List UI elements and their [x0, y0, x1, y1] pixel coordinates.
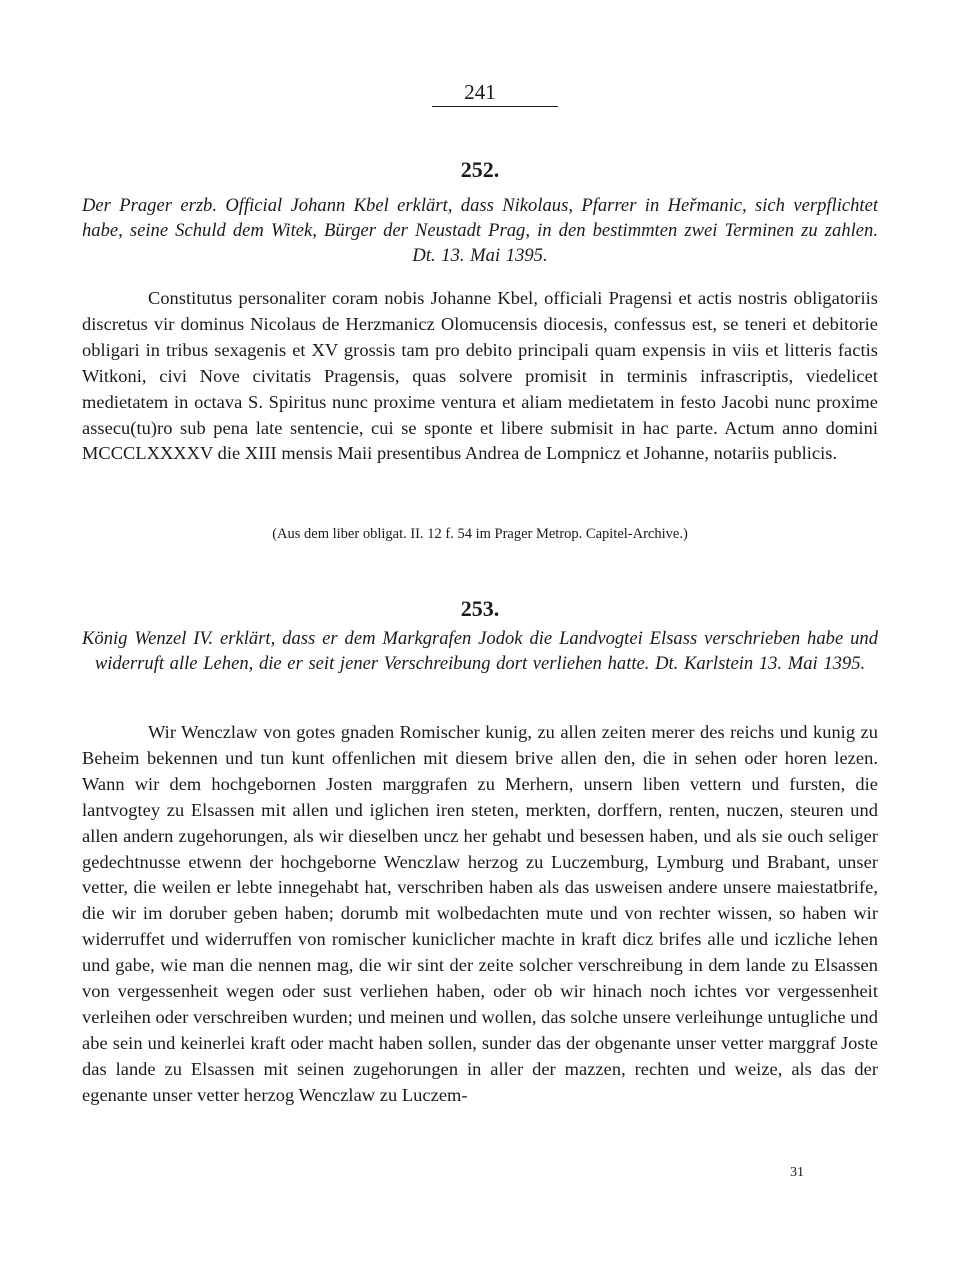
document-252-number: 252.	[460, 157, 500, 182]
page-number-rule	[432, 106, 558, 107]
page-number: 241	[464, 80, 496, 104]
document-253-text: Wir Wenczlaw von gotes gnaden Romischer kunig, zu allen zeiten merer des reichs und kunig zu Beheim bekennen und tun kunt offenlichen mit diesem brive allen den, die in sehen oder horen lezen. Wann wir dem hochgebornen Josten marggrafen zu Merhern, unsern liben vettern und fursten, die lantvogtey zu Elsassen mit allen und iglichen iren steten, merkten, dorffern, renten, nuczen, steuren und allen andern zugehorungen, als wir dieselben uncz her gehabt und besessen haben, und als sie ouch seliger gedechtnusse etwenn der hochgeborne Wenczlaw herzog zu Luczemburg, Lymburg und Brabant, unser vetter, die weilen er lebte innegehabt hat, verschriben haben als das usweisen andere unsere maiestatbrife, die wir im doruber geben haben; dorumb mit wolbedachten mute und von rechter wissen, so haben wir widerruffet und widerruffen von romischer kuniclicher machte in kraft dicz brifes alle und iczliche lehen und gabe, wie man die nennen mag, die wir sint der zeite solcher verschreibung in dem lande zu Elsassen von vergessenheit wegen oder sust verliehen haben, oder ob wir hinach noch ichtes vor vergessenheit verleihen oder verschreiben wurden; und meinen und wollen, das solche unsere verleihunge untugliche und abe sein und keinerlei kraft oder macht haben sollen, sunder das der obgenante unser vetter marggraf Joste das lande zu Elsassen mit seinen zugehorungen in aller der mazzen, rechten und weize, als das der egenante unser vetter herzog Wenczlaw zu Luczem-	[82, 722, 878, 1105]
document-253-summary: König Wenzel IV. erklärt, dass er dem Markgrafen Jodok die Landvogtei Elsass verschrieben habe und widerruft alle Lehen, die er seit jener Verschreibung dort verliehen hatte. Dt. Karlstein 13. Mai 1395.	[82, 628, 878, 674]
document-252-text: Constitutus personaliter coram nobis Johanne Kbel, officiali Pragensi et actis nostris obligatoriis discretus vir dominus Nicolaus de Herzmanicz Olomucensis diocesis, confessus est, se teneri et debitorie obligari in tribus sexagenis et XV grossis tam pro debito principali quam expensis in viis et litteris factis Witkoni, civi Nove civitatis Pragensis, quas solvere promisit in terminis infrascriptis, viedelicet medietatem in octava S. Spiritus nunc proxime ventura et aliam medietatem in festo Jacobi nunc proxime assecu(tu)ro sub pena late sentencie, cui se sponte et libere submisit in hac parte. Actum anno domini MCCCLXXXXV die XIII mensis Maii presentibus Andrea de Lompnicz et Johanne, notariis publicis.	[82, 288, 878, 464]
signature-mark: 31	[790, 1165, 804, 1180]
document-252-source: (Aus dem liber obligat. II. 12 f. 54 im Prager Metrop. Capitel-Archive.)	[272, 526, 688, 542]
document-252-summary: Der Prager erzb. Official Johann Kbel erklärt, dass Nikolaus, Pfarrer in Heřmanic, sich verpflichtet habe, seine Schuld dem Witek, Bürger der Neustadt Prag, in den bestimmten zwei Terminen zu zahlen. Dt. 13. Mai 1395.	[82, 195, 878, 266]
document-253-number: 253.	[460, 596, 500, 621]
